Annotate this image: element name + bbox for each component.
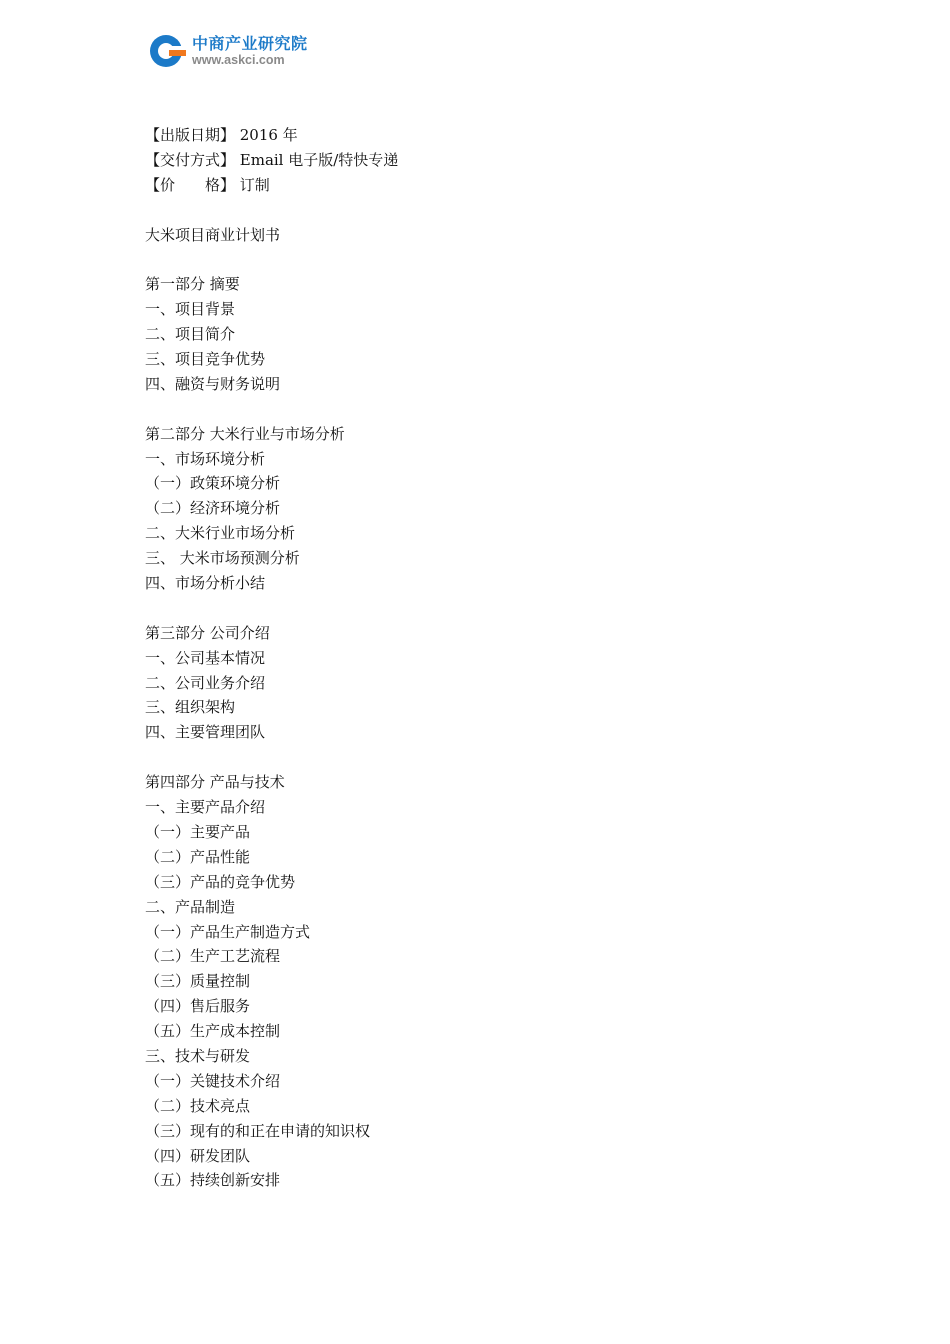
toc-item: （五）生产成本控制: [145, 1022, 281, 1041]
toc-item: 二、大米行业市场分析: [145, 524, 296, 543]
toc-item: 三、项目竞争优势: [145, 350, 266, 369]
toc-item: 一、公司基本情况: [145, 648, 266, 667]
section-title: 第一部分 摘要: [145, 275, 240, 294]
toc-item: 一、项目背景: [145, 300, 236, 319]
toc-item: 四、市场分析小结: [145, 574, 266, 593]
toc-item: （五）持续创新安排: [145, 1171, 281, 1190]
toc-section-4: [145, 770, 825, 1193]
toc-item: 三、组织架构: [145, 698, 236, 717]
toc-item: （一）主要产品: [145, 822, 251, 841]
toc-item: 三、 大米市场预测分析: [145, 549, 300, 568]
toc-section-2: [145, 422, 825, 596]
toc-section-3: [145, 621, 825, 745]
toc-section-1: [145, 272, 825, 396]
section-title: 第三部分 公司介绍: [145, 623, 270, 642]
toc-item: 三、技术与研发: [145, 1046, 251, 1065]
logo-company-name: 中商产业研究院: [192, 34, 308, 53]
toc-item: 四、主要管理团队: [145, 723, 266, 742]
toc-item: （二）经济环境分析: [145, 499, 281, 518]
toc-item: 一、市场环境分析: [145, 449, 266, 468]
toc-item: 一、主要产品介绍: [145, 798, 266, 817]
price: 【价 格】 订制: [145, 175, 270, 194]
section-title: 第二部分 大米行业与市场分析: [145, 424, 345, 443]
document-title: 大米项目商业计划书: [145, 225, 281, 244]
toc-item: （一）政策环境分析: [145, 474, 281, 493]
toc-item: 四、融资与财务说明: [145, 374, 281, 393]
toc-item: （四）售后服务: [145, 997, 251, 1016]
company-logo: [148, 33, 308, 69]
logo-website: www.askci.com: [192, 53, 285, 67]
publish-date: 【出版日期】 2016 年: [145, 126, 298, 144]
toc-item: （二）产品性能: [145, 847, 251, 866]
askci-logo-icon: [148, 33, 188, 69]
toc-item: （一）产品生产制造方式: [145, 922, 311, 941]
toc-item: （三）现有的和正在申请的知识权: [145, 1121, 371, 1140]
toc-item: （二）技术亮点: [145, 1096, 251, 1115]
toc-item: 二、公司业务介绍: [145, 673, 266, 692]
toc-item: （三）产品的竞争优势: [145, 872, 296, 891]
section-title: 第四部分 产品与技术: [145, 773, 285, 792]
document-body: [145, 123, 825, 1193]
delivery-method: 【交付方式】 Email 电子版/特快专递: [145, 150, 399, 169]
toc-item: （二）生产工艺流程: [145, 947, 281, 966]
toc-item: （三）质量控制: [145, 972, 251, 991]
toc-item: （四）研发团队: [145, 1146, 251, 1165]
logo-text: [192, 35, 308, 67]
toc-item: 二、产品制造: [145, 897, 236, 916]
toc-item: （一）关键技术介绍: [145, 1071, 281, 1090]
toc-item: 二、项目简介: [145, 325, 236, 344]
